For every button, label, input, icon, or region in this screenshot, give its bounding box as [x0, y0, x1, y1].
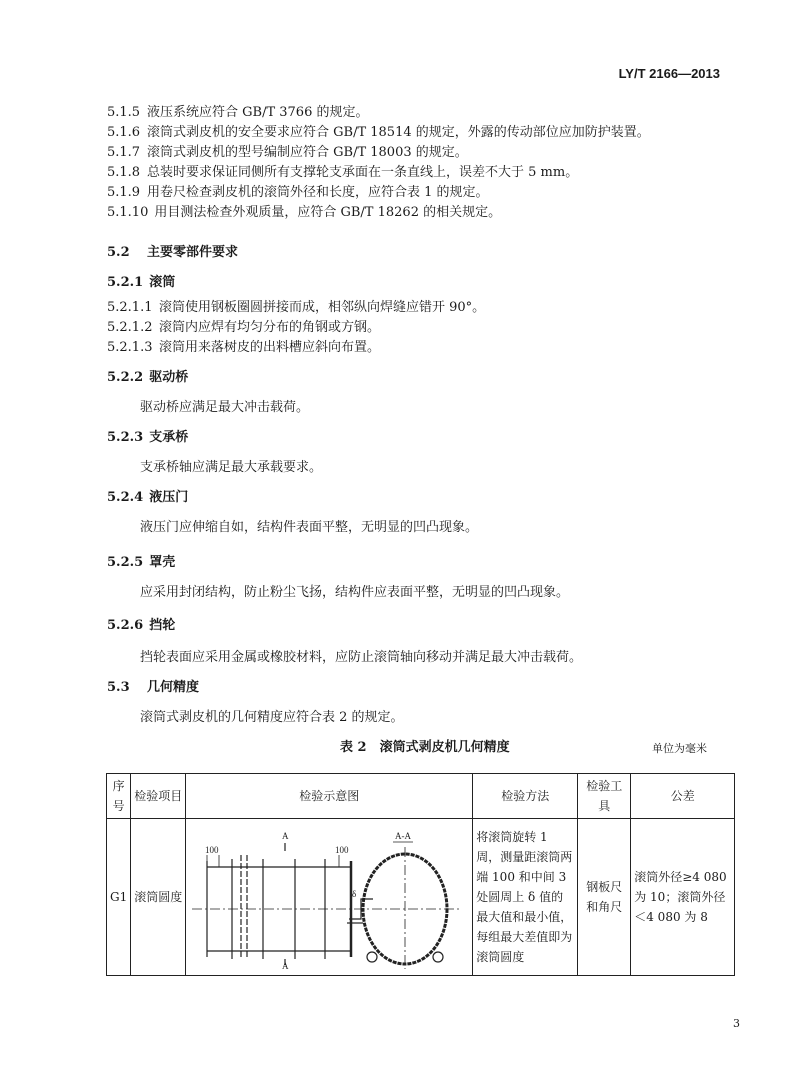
- clause-5-1-6: 5.1.6 滚筒式剥皮机的安全要求应符合 GB/T 18514 的规定，外露的传动部位应加防护装置。: [107, 125, 650, 140]
- table-row: [107, 819, 735, 976]
- clause-5-2-1-2: 5.2.1.2 滚筒内应焊有均匀分布的角钢或方钢。: [107, 320, 381, 335]
- section-5-2-3-heading: 5.2.3 支承桥: [107, 430, 189, 445]
- section-5-2-6-text: 挡轮表面应采用金属或橡胶材料，应防止滚筒轴向移动并满足最大冲击载荷。: [140, 650, 583, 665]
- section-5-2-6-heading: 5.2.6 挡轮: [107, 618, 176, 633]
- row-diagram: [186, 819, 473, 976]
- header-item: 检验项目: [131, 774, 186, 819]
- row-tool: 钢板尺和角尺: [578, 819, 631, 976]
- section-5-2-4-text: 液压门应伸缩自如，结构件表面平整，无明显的凹凸现象。: [140, 520, 479, 535]
- table-header-row: [107, 774, 735, 819]
- section-5-2-2-heading: 5.2.2 驱动桥: [107, 370, 189, 385]
- clause-5-2-1-3: 5.2.1.3 滚筒用来落树皮的出料槽应斜向布置。: [107, 340, 381, 355]
- row-method: 将滚筒旋转 1 周，测量距滚筒两端 100 和中间 3 处圆周上 δ 值的最大值和最小值，每组最大差值即为滚筒圆度: [473, 819, 578, 976]
- row-item: 滚筒圆度: [131, 819, 186, 976]
- row-id: G1: [107, 819, 131, 976]
- section-5-2-5-heading: 5.2.5 罩壳: [107, 555, 176, 570]
- row-tolerance: 滚筒外径≥4 080 为 10；滚筒外径＜4 080 为 8: [631, 819, 735, 976]
- dim-right-label: 100: [335, 845, 349, 855]
- header-tolerance: 公差: [631, 774, 735, 819]
- header-no: 序号: [107, 774, 131, 819]
- clause-5-2-1-1: 5.2.1.1 滚筒使用钢板圈圆拼接而成，相邻纵向焊缝应错开 90°。: [107, 300, 486, 315]
- section-5-2-4-heading: 5.2.4 液压门: [107, 490, 189, 505]
- table-unit: 单位为毫米: [652, 742, 707, 755]
- dim-left-label: 100: [205, 845, 219, 855]
- header-tool: 检验工具: [578, 774, 631, 819]
- clause-5-1-10: 5.1.10 用目测法检查外观质量，应符合 GB/T 18262 的相关规定。: [107, 205, 502, 220]
- section-5-2-5-text: 应采用封闭结构，防止粉尘飞扬，结构件应表面平整，无明显的凹凸现象。: [140, 585, 570, 600]
- section-mark-bottom: A: [282, 961, 289, 969]
- section-5-2-2-text: 驱动桥应满足最大冲击载荷。: [140, 400, 310, 415]
- drum-roundness-diagram: [187, 819, 471, 969]
- section-5-3-heading: 5.3 几何精度: [107, 680, 200, 695]
- header-method: 检验方法: [473, 774, 578, 819]
- clause-5-1-5: 5.1.5 液压系统应符合 GB/T 3766 的规定。: [107, 105, 369, 120]
- header-diagram: 检验示意图: [186, 774, 473, 819]
- section-5-2-1-heading: 5.2.1 滚筒: [107, 275, 176, 290]
- page-number: 3: [733, 1017, 740, 1030]
- section-5-3-text: 滚筒式剥皮机的几何精度应符合表 2 的规定。: [140, 710, 404, 725]
- section-title: A-A: [395, 831, 412, 841]
- section-mark-top: A: [282, 831, 289, 841]
- section-5-2-heading: 5.2 主要零部件要求: [107, 245, 239, 260]
- table-caption: 表 2 滚筒式剥皮机几何精度: [340, 740, 510, 755]
- delta-label: δ: [352, 889, 357, 899]
- clause-5-1-8: 5.1.8 总装时要求保证同侧所有支撑轮支承面在一条直线上，误差不大于 5 mm。: [107, 165, 579, 180]
- geometry-accuracy-table: [106, 773, 735, 976]
- clause-5-1-7: 5.1.7 滚筒式剥皮机的型号编制应符合 GB/T 18003 的规定。: [107, 145, 468, 160]
- clause-5-1-9: 5.1.9 用卷尺检查剥皮机的滚筒外径和长度，应符合表 1 的规定。: [107, 185, 489, 200]
- section-5-2-3-text: 支承桥轴应满足最大承载要求。: [140, 460, 323, 475]
- standard-code: LY/T 2166—2013: [618, 66, 720, 81]
